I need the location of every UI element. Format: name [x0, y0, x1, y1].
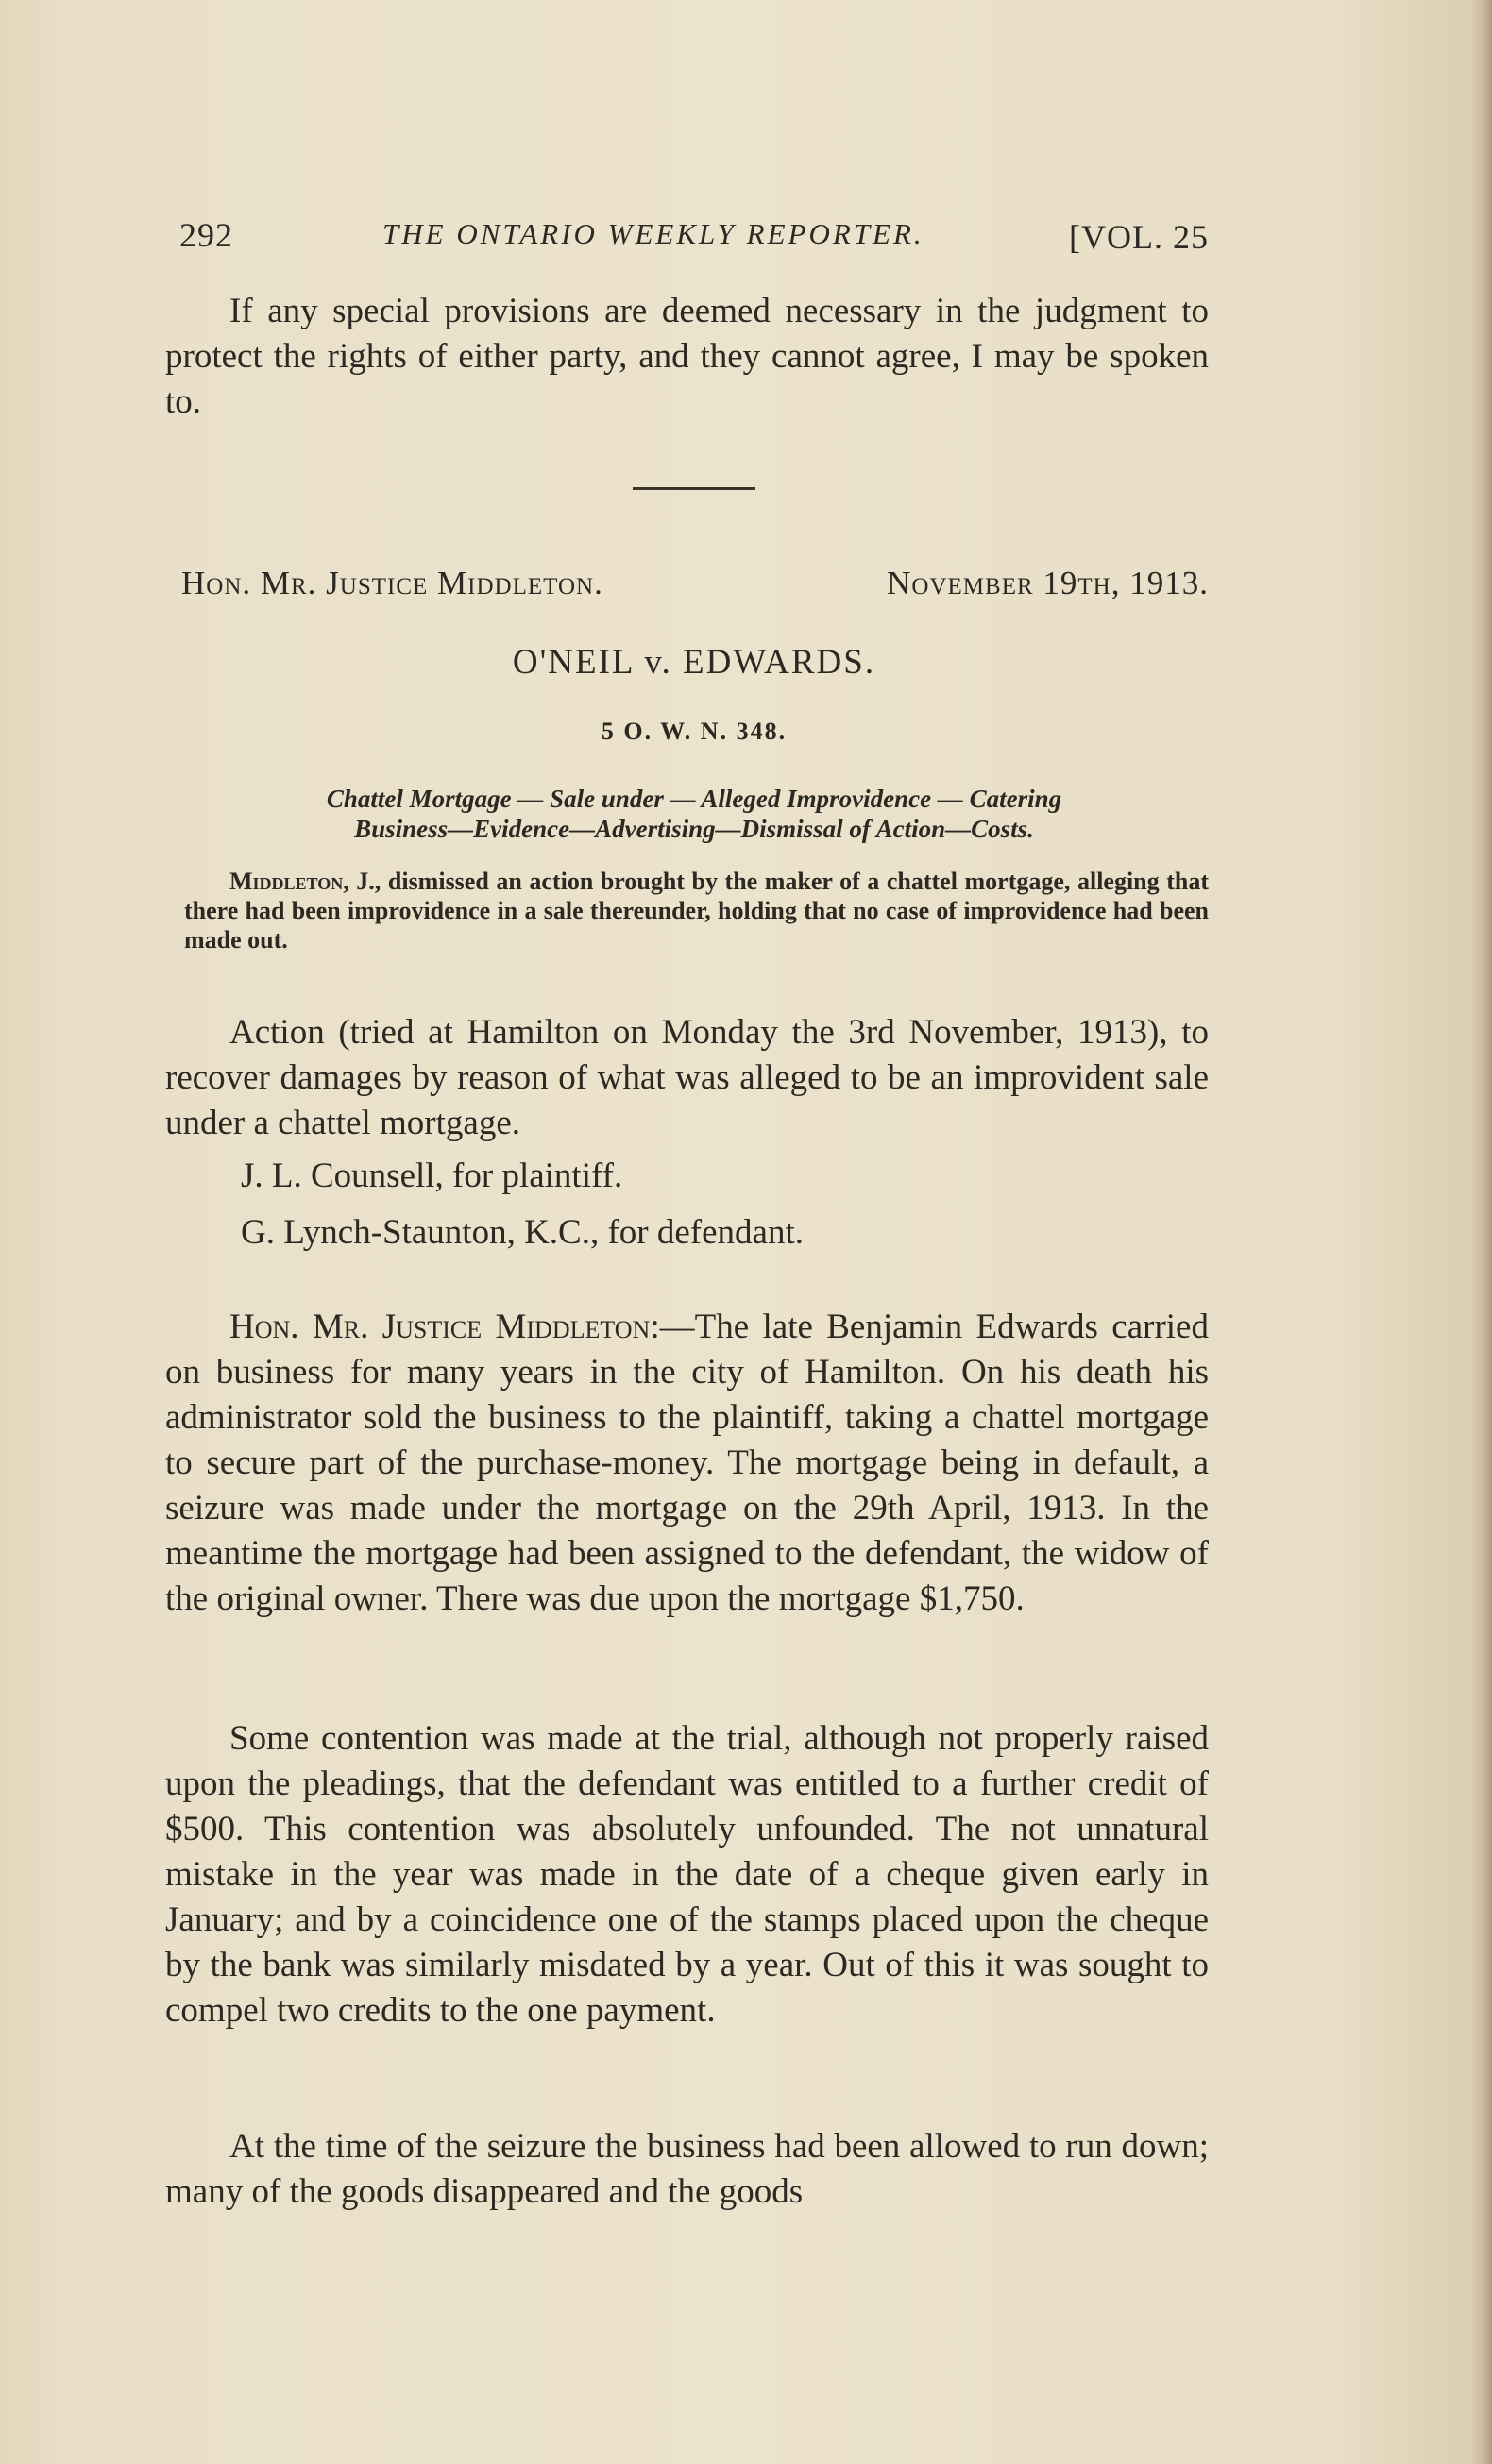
final-paragraph: At the time of the seizure the business had been allowed to run down; many of the goods disappeared and the goods	[165, 2127, 1209, 2211]
counsel-plaintiff: J. L. Counsell, for plaintiff.	[241, 1156, 623, 1195]
section-divider	[633, 487, 755, 490]
judgment-speaker: Hon. Mr. Justice Middleton	[229, 1308, 651, 1346]
contention-paragraph: Some contention was made at the trial, although not properly raised upon the pleadings, that the defendant was entitled to a further credit of $500. This contention was absolutely unfounded. The not unnatural mistake in the year was made in the date of a cheque given early in January; and by a coincidence one of the stamps placed upon the cheque by the bank was similarly misdated by a year. Out of this it was sought to compel two credits to the one payment.	[165, 1719, 1209, 2030]
volume-label: [VOL. 25	[1069, 218, 1209, 256]
contention-block	[165, 1716, 1209, 2034]
judgment-text: :—The late Benjamin Edwards carried on business for many years in the city of Hamilton. On his death his administrator sold the business to the plaintiff, taking a chattel mortgage to secure part of the purchase-money. The mortgage being in default, a seizure was made under the mortgage on the 29th April, 1913. In the meantime the mortgage had been assigned to the defendant, the widow of the original owner. There was due upon the mortgage $1,750.	[165, 1308, 1209, 1618]
final-block	[165, 2124, 1209, 2215]
running-head	[179, 215, 1209, 262]
court-line	[181, 565, 1209, 610]
summary-judge-name: Middleton, J.,	[229, 868, 381, 895]
case-citation: 5 O. W. N. 348.	[601, 717, 788, 745]
opening-block	[165, 289, 1209, 425]
counsel-defendant: G. Lynch-Staunton, K.C., for defendant.	[241, 1213, 804, 1252]
judgment-paragraph	[165, 1305, 1209, 1622]
headnote	[179, 784, 1209, 844]
counsel-block	[165, 1154, 1209, 1256]
judgment-block	[165, 1305, 1209, 1622]
decision-date: November 19th, 1913.	[887, 565, 1209, 601]
running-title: THE ONTARIO WEEKLY REPORTER.	[382, 217, 924, 250]
headnote-line-2: Business—Evidence—Advertising—Dismissal of Action—Costs.	[354, 815, 1034, 843]
opening-paragraph: If any special provisions are deemed necessary in the judgment to protect the rights of either party, and they cannot agree, I may be spoken to.	[165, 292, 1209, 421]
headnote-line-1: Chattel Mortgage — Sale under — Alleged Improvidence — Catering	[326, 785, 1062, 813]
page-edge-shadow	[1471, 0, 1492, 2464]
action-block	[165, 1010, 1209, 1146]
case-summary	[184, 867, 1209, 954]
page-number: 292	[179, 216, 233, 254]
case-title: O'NEIL v. EDWARDS.	[512, 643, 876, 682]
summary-text: dismissed an action brought by the maker of a chattel mortgage, alleging that there had been improvidence in a sale thereunder, holding that no case of improvidence had been made out.	[184, 868, 1209, 954]
action-paragraph: Action (tried at Hamilton on Monday the 3rd November, 1913), to recover damages by reason of what was alleged to be an improvident sale under a chattel mortgage.	[165, 1013, 1209, 1142]
judge-line: Hon. Mr. Justice Middleton.	[181, 565, 603, 601]
